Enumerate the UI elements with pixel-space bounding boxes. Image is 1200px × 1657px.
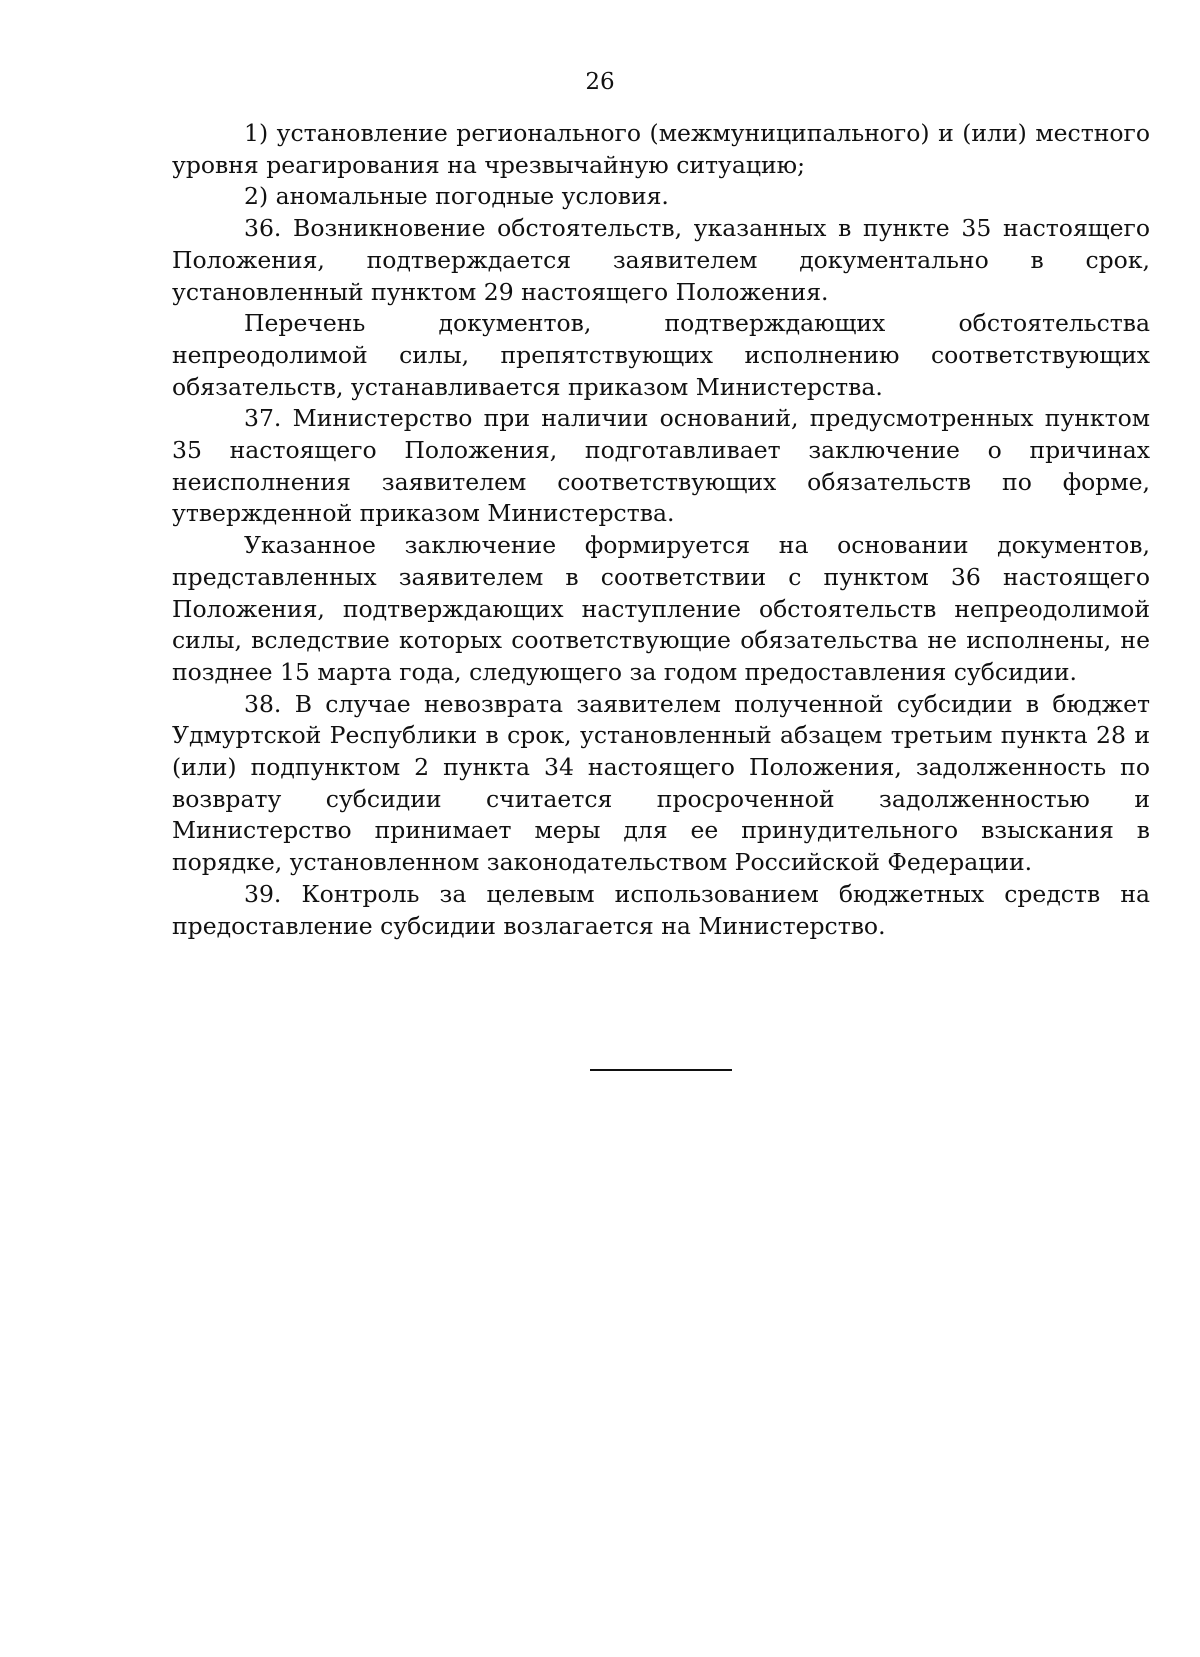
paragraph-36-documents-list: Перечень документов, подтверждающих обстоятельства непреодолимой силы, препятствующих исполнению соответствующих обязательств, устанавливается приказом Министерства. bbox=[172, 309, 1150, 401]
paragraph-37: 37. Министерство при наличии оснований, предусмотренных пунктом 35 настоящего Положения, подготавливает заключение о причинах неисполнения заявителем соответствующих обязательств по форме, утвержденной приказом Министерства. bbox=[172, 404, 1150, 528]
page-number: 26 bbox=[585, 69, 615, 95]
paragraph-item-1-regional-level: 1) установление регионального (межмуниципального) и (или) местного уровня реагирования на чрезвычайную ситуацию; bbox=[172, 119, 1150, 179]
paragraph-36: 36. Возникновение обстоятельств, указанных в пункте 35 настоящего Положения, подтверждается заявителем документально в срок, установленный пунктом 29 настоящего Положения. bbox=[172, 214, 1150, 306]
paragraph-37-conclusion: Указанное заключение формируется на основании документов, представленных заявителем в соответствии с пунктом 36 настоящего Положения, подтверждающих наступление обстоятельств непреодолимой силы, вследствие которых соответствующие обязательства не исполнены, не позднее 15 марта года, следующего за годом предоставления субсидии. bbox=[172, 531, 1150, 686]
paragraph-38: 38. В случае невозврата заявителем полученной субсидии в бюджет Удмуртской Республики в срок, установленный абзацем третьим пункта 28 и (или) подпунктом 2 пункта 34 настоящего Положения, задолженность по возврату субсидии считается просроченной задолженностью и Министерство принимает меры для ее принудительного взыскания в порядке, установленном законодательством Российской Федерации. bbox=[172, 689, 1150, 877]
end-of-document-rule bbox=[590, 1069, 732, 1071]
document-body bbox=[172, 118, 1150, 942]
paragraph-item-2-weather: 2) аномальные погодные условия. bbox=[244, 182, 669, 211]
paragraph-39: 39. Контроль за целевым использованием бюджетных средств на предоставление субсидии возлагается на Министерство. bbox=[172, 879, 1150, 940]
